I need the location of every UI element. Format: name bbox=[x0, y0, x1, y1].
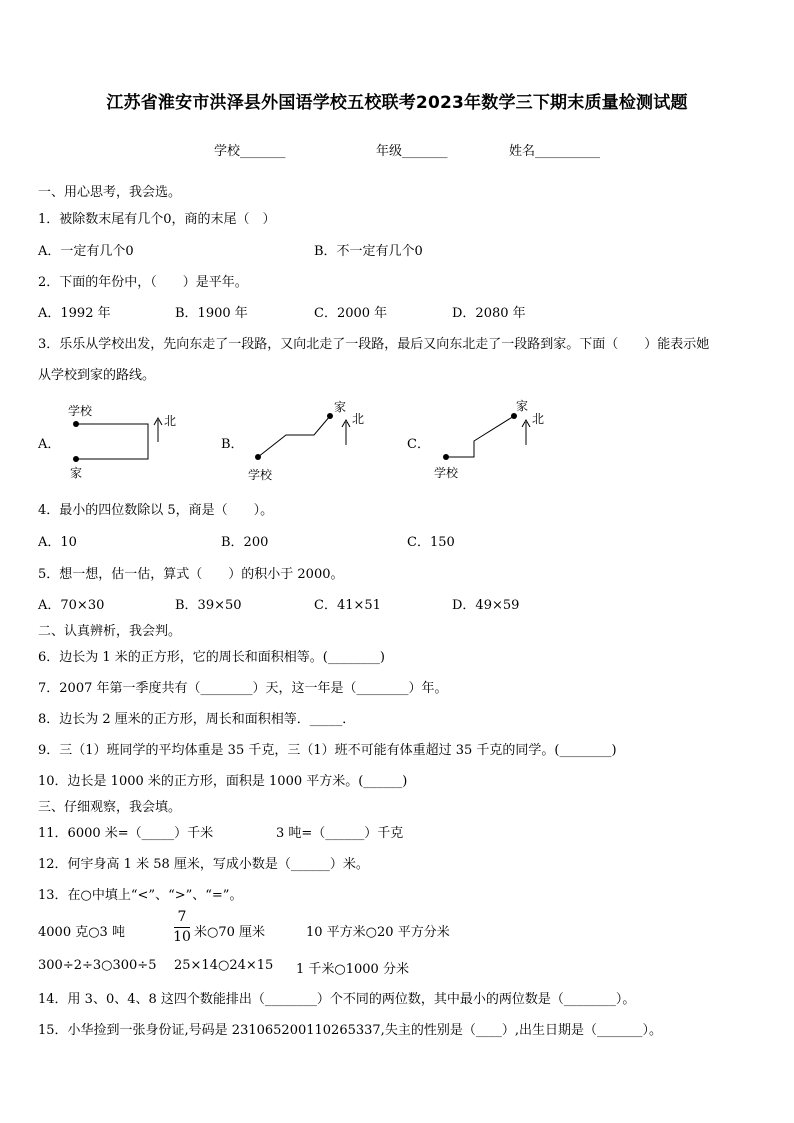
q13-compare-4: 300÷2÷3○300÷5 bbox=[38, 958, 157, 973]
q4-option-a: A．10 bbox=[38, 535, 77, 550]
q13-compare-3: 10 平方米○20 平方分米 bbox=[306, 925, 450, 940]
question-6: 6．边长为 1 米的正方形，它的周长和面积相等。(________) bbox=[38, 650, 385, 665]
north-label-c: 北 bbox=[532, 412, 545, 426]
q5-option-d: D．49×59 bbox=[452, 598, 520, 613]
home-label-b: 家 bbox=[334, 400, 347, 414]
question-3-line-2: 从学校到家的路线。 bbox=[38, 368, 156, 383]
q3-option-c: C． bbox=[407, 437, 430, 452]
q13-compare-1: 4000 克○3 吨 bbox=[38, 925, 125, 940]
q3-option-b: B． bbox=[221, 437, 244, 452]
grade-field bbox=[376, 140, 448, 159]
question-14: 14．用 3、0、4、8 这四个数能排出（________）个不同的两位数，其中最小的两位数是（________）。 bbox=[38, 992, 636, 1007]
school-field bbox=[214, 140, 286, 159]
school-label-a: 学校 bbox=[68, 404, 93, 418]
question-4: 4．最小的四位数除以 5，商是（ ）。 bbox=[38, 503, 274, 518]
q4-option-b: B．200 bbox=[221, 535, 269, 550]
school-label-b: 学校 bbox=[248, 468, 273, 482]
q2-option-b: B．1900 年 bbox=[175, 306, 248, 321]
home-label-c: 家 bbox=[516, 399, 529, 413]
question-11-part-b: 3 吨=（______）千克 bbox=[276, 826, 404, 841]
fraction-denominator: 10 bbox=[173, 929, 191, 945]
q3-option-a: A． bbox=[38, 437, 61, 452]
q5-option-b: B．39×50 bbox=[175, 598, 242, 613]
fraction-bar bbox=[174, 927, 190, 928]
north-label-b: 北 bbox=[352, 412, 365, 426]
question-12: 12．何宇身高 1 米 58 厘米，写成小数是（______）米。 bbox=[38, 857, 369, 872]
school-label-c: 学校 bbox=[434, 466, 459, 480]
route-diagram-b bbox=[240, 395, 380, 485]
name-field bbox=[509, 140, 600, 159]
question-13: 13．在○中填上“<”、“>”、“=”。 bbox=[38, 888, 243, 903]
grade-blank: _______ bbox=[402, 144, 448, 159]
route-diagram-c bbox=[424, 395, 564, 485]
route-b bbox=[258, 416, 330, 457]
q2-option-d: D．2080 年 bbox=[452, 306, 526, 321]
section-3-heading: 三、仔细观察，我会填。 bbox=[38, 800, 182, 815]
q13-compare-6: 1 千米○1000 分米 bbox=[296, 962, 409, 977]
question-15: 15．小华捡到一张身份证,号码是 231065200110265337,失主的性别是（____）,出生日期是（_______）。 bbox=[38, 1023, 662, 1038]
question-11-part-a: 11．6000 米=（_____）千米 bbox=[38, 826, 214, 841]
q5-option-a: A．70×30 bbox=[38, 598, 105, 613]
home-point-a bbox=[73, 456, 79, 462]
question-3-line-1: 3．乐乐从学校出发，先向东走了一段路，又向北走了一段路，最后又向东北走了一段路到家。下面（ ）能表示她 bbox=[38, 337, 710, 352]
question-5: 5．想一想，估一估，算式（ ）的积小于 2000。 bbox=[38, 567, 344, 582]
school-blank: _______ bbox=[240, 144, 286, 159]
q1-option-a: A．一定有几个0 bbox=[38, 244, 134, 259]
q2-option-c: C．2000 年 bbox=[314, 306, 388, 321]
question-7: 7．2007 年第一季度共有（________）天，这一年是（________）年。 bbox=[38, 681, 448, 696]
school-point-b bbox=[255, 454, 261, 460]
q2-option-a: A．1992 年 bbox=[38, 306, 111, 321]
route-c bbox=[446, 416, 514, 457]
q4-option-c: C．150 bbox=[407, 535, 455, 550]
question-2: 2．下面的年份中，（ ）是平年。 bbox=[38, 275, 248, 290]
fraction-numerator: 7 bbox=[177, 909, 187, 925]
section-2-heading: 二、认真辨析，我会判。 bbox=[38, 624, 182, 639]
home-label-a: 家 bbox=[70, 466, 83, 480]
q13-compare-2: 米○70 厘米 bbox=[194, 925, 266, 940]
route-a bbox=[76, 424, 148, 459]
section-1-heading: 一、用心思考，我会选。 bbox=[38, 185, 182, 200]
page-title: 江苏省淮安市洪泽县外国语学校五校联考2023年数学三下期末质量检测试题 bbox=[106, 93, 688, 113]
school-point-c bbox=[443, 454, 449, 460]
grade-label: 年级 bbox=[376, 144, 403, 159]
name-blank: __________ bbox=[535, 144, 601, 159]
question-9: 9．三（1）班同学的平均体重是 35 千克，三（1）班不可能有体重超过 35 千克的同学。(________) bbox=[38, 743, 617, 758]
question-1: 1．被除数末尾有几个0，商的末尾（ ） bbox=[38, 212, 276, 227]
question-8: 8．边长为 2 厘米的正方形，周长和面积相等．_____． bbox=[38, 712, 356, 727]
q1-option-b: B．不一定有几个0 bbox=[314, 244, 423, 259]
route-diagram-a bbox=[60, 398, 190, 484]
question-10: 10．边长是 1000 米的正方形，面积是 1000 平方米。(______) bbox=[38, 774, 408, 789]
north-label-a: 北 bbox=[164, 414, 177, 428]
name-label: 姓名 bbox=[509, 144, 536, 159]
q13-compare-5: 25×14○24×15 bbox=[174, 958, 274, 973]
school-label: 学校 bbox=[214, 144, 241, 159]
q5-option-c: C．41×51 bbox=[314, 598, 381, 613]
